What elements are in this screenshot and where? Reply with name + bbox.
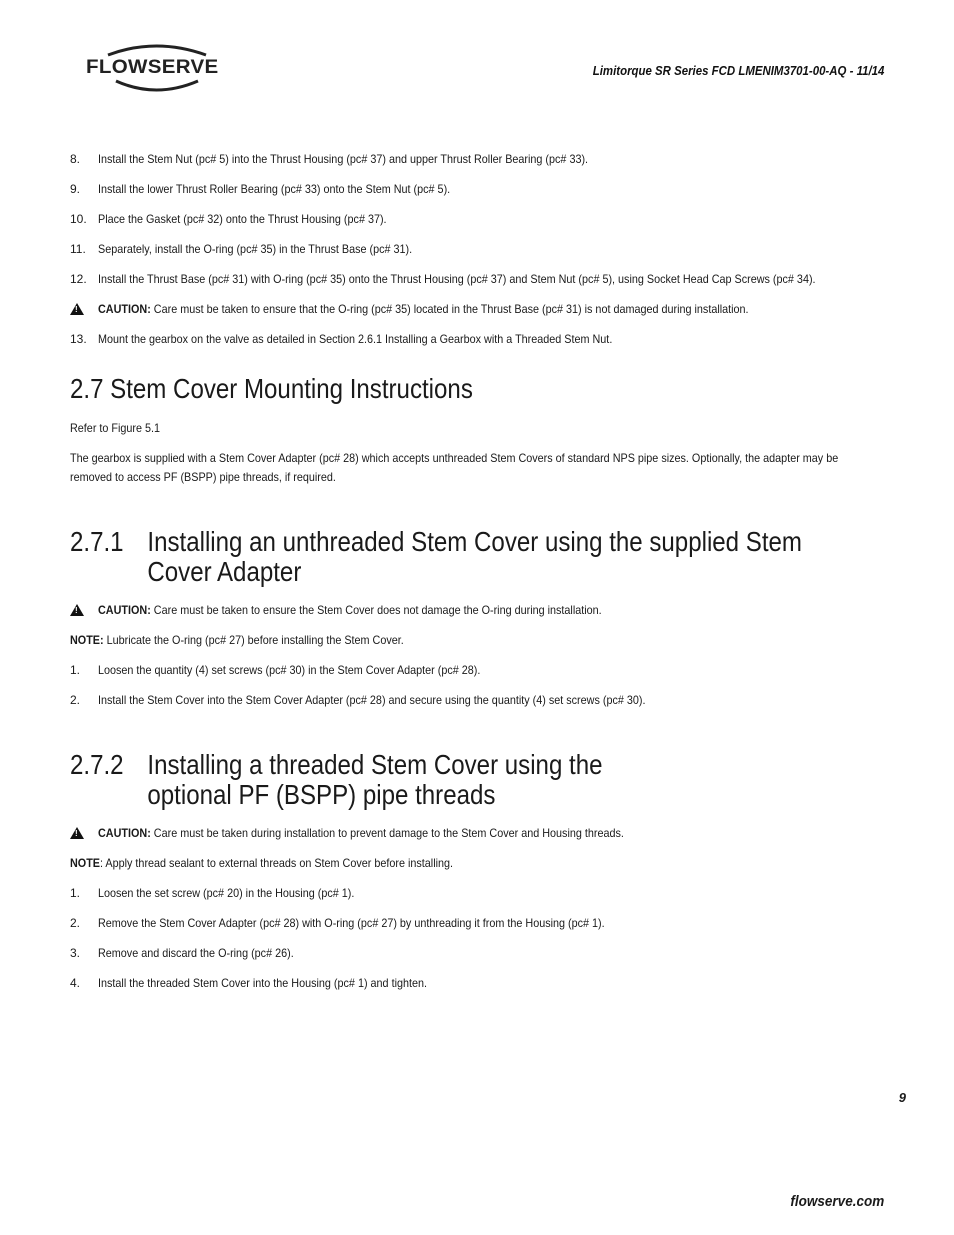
step-number: 4. (70, 976, 81, 990)
paragraph (70, 449, 870, 487)
caution-note (70, 601, 870, 620)
step-text: Install the Thrust Base (pc# 31) with O-ring (pc# 35) onto the Thrust Housing (pc# 37) and Stem Nut (pc# 5), using Socket Head Cap Screws (pc# 34). (98, 272, 816, 286)
paragraph (70, 419, 870, 438)
caution-text: Care must be taken to ensure that the O-ring (pc# 35) located in the Thrust Base (pc# 31) is not damaged during installation. (150, 302, 749, 316)
figure-reference: Refer to Figure 5.1 (70, 421, 161, 435)
note-label: NOTE: (70, 633, 104, 647)
step-text: Install the lower Thrust Roller Bearing (pc# 33) onto the Stem Nut (pc# 5). (98, 182, 451, 196)
step-text: Separately, install the O-ring (pc# 35) in the Thrust Base (pc# 31). (98, 242, 413, 256)
logo-text: FLOWSERVE (86, 57, 219, 78)
step-number: 2. (70, 916, 81, 930)
note-text: : Apply thread sealant to external threads on Stem Cover before installing. (100, 856, 454, 870)
list-item (70, 330, 870, 349)
subsection-number: 2.7.1 (70, 526, 124, 557)
caution-label: CAUTION: (98, 302, 151, 316)
section-heading: 2.7 Stem Cover Mounting Instructions (70, 373, 473, 404)
list-item (70, 210, 870, 229)
list-item (70, 691, 870, 710)
step-text: Place the Gasket (pc# 32) onto the Thrust Housing (pc# 37). (98, 212, 387, 226)
step-number: 8. (70, 152, 81, 166)
step-number: 10. (70, 212, 87, 226)
warning-exclamation-icon: ! (75, 829, 78, 838)
page-number: 9 (898, 1090, 906, 1105)
caution-label: CAUTION: (98, 603, 151, 617)
list-item (70, 270, 870, 289)
document-title: Limitorque SR Series FCD LMENIM3701-00-AQ - 11/14 (592, 63, 884, 78)
footer-website: flowserve.com (790, 1193, 884, 1210)
warning-exclamation-icon: ! (75, 606, 78, 615)
step-text: Mount the gearbox on the valve as detailed in Section 2.6.1 Installing a Gearbox with a Threaded Stem Nut. (98, 332, 613, 346)
note-text: Lubricate the O-ring (pc# 27) before installing the Stem Cover. (103, 633, 404, 647)
section-body: The gearbox is supplied with a Stem Cover Adapter (pc# 28) which accepts unthreaded Stem Covers of standard NPS pipe sizes. Optionally, the adapter may be removed to access PF (BSPP) pipe threads, if required. (70, 451, 839, 484)
list-item (70, 180, 870, 199)
step-text: Remove the Stem Cover Adapter (pc# 28) with O-ring (pc# 27) by unthreading it from the Housing (pc# 1). (98, 916, 605, 930)
step-text: Remove and discard the O-ring (pc# 26). (98, 946, 294, 960)
subsection-number: 2.7.2 (70, 749, 124, 780)
subsection-title: Installing a threaded Stem Cover using the optional PF (BSPP) pipe threads (147, 749, 603, 810)
step-number: 1. (70, 886, 81, 900)
step-number: 12. (70, 272, 87, 286)
step-number: 2. (70, 693, 81, 707)
step-text: Install the Stem Nut (pc# 5) into the Thrust Housing (pc# 37) and upper Thrust Roller Bearing (pc# 33). (98, 152, 589, 166)
list-item (70, 661, 870, 680)
list-item (70, 944, 870, 963)
caution-label: CAUTION: (98, 826, 151, 840)
step-text: Loosen the quantity (4) set screws (pc# 30) in the Stem Cover Adapter (pc# 28). (98, 663, 481, 677)
list-item (70, 914, 870, 933)
flowserve-logo (86, 43, 226, 95)
warning-exclamation-icon: ! (75, 305, 78, 314)
step-text: Install the threaded Stem Cover into the Housing (pc# 1) and tighten. (98, 976, 428, 990)
page-content (70, 150, 870, 1004)
subsection-heading (70, 750, 681, 810)
list-item (70, 240, 870, 259)
caution-note (70, 300, 870, 319)
step-text: Install the Stem Cover into the Stem Cover Adapter (pc# 28) and secure using the quantity (4) set screws (pc# 30). (98, 693, 646, 707)
list-item (70, 974, 870, 993)
caution-text: Care must be taken during installation to prevent damage to the Stem Cover and Housing threads. (150, 826, 624, 840)
note (70, 854, 870, 873)
step-number: 1. (70, 663, 81, 677)
step-number: 13. (70, 332, 87, 346)
list-item (70, 150, 870, 169)
list-item (70, 884, 870, 903)
step-number: 3. (70, 946, 81, 960)
step-number: 9. (70, 182, 81, 196)
caution-text: Care must be taken to ensure the Stem Cover does not damage the O-ring during installation. (150, 603, 602, 617)
step-text: Loosen the set screw (pc# 20) in the Housing (pc# 1). (98, 886, 355, 900)
note-label: NOTE (70, 856, 101, 870)
caution-note (70, 824, 870, 843)
step-number: 11. (70, 242, 86, 256)
note (70, 631, 870, 650)
subsection-title: Installing an unthreaded Stem Cover using the supplied Stem Cover Adapter (147, 526, 802, 587)
subsection-heading (70, 527, 835, 587)
